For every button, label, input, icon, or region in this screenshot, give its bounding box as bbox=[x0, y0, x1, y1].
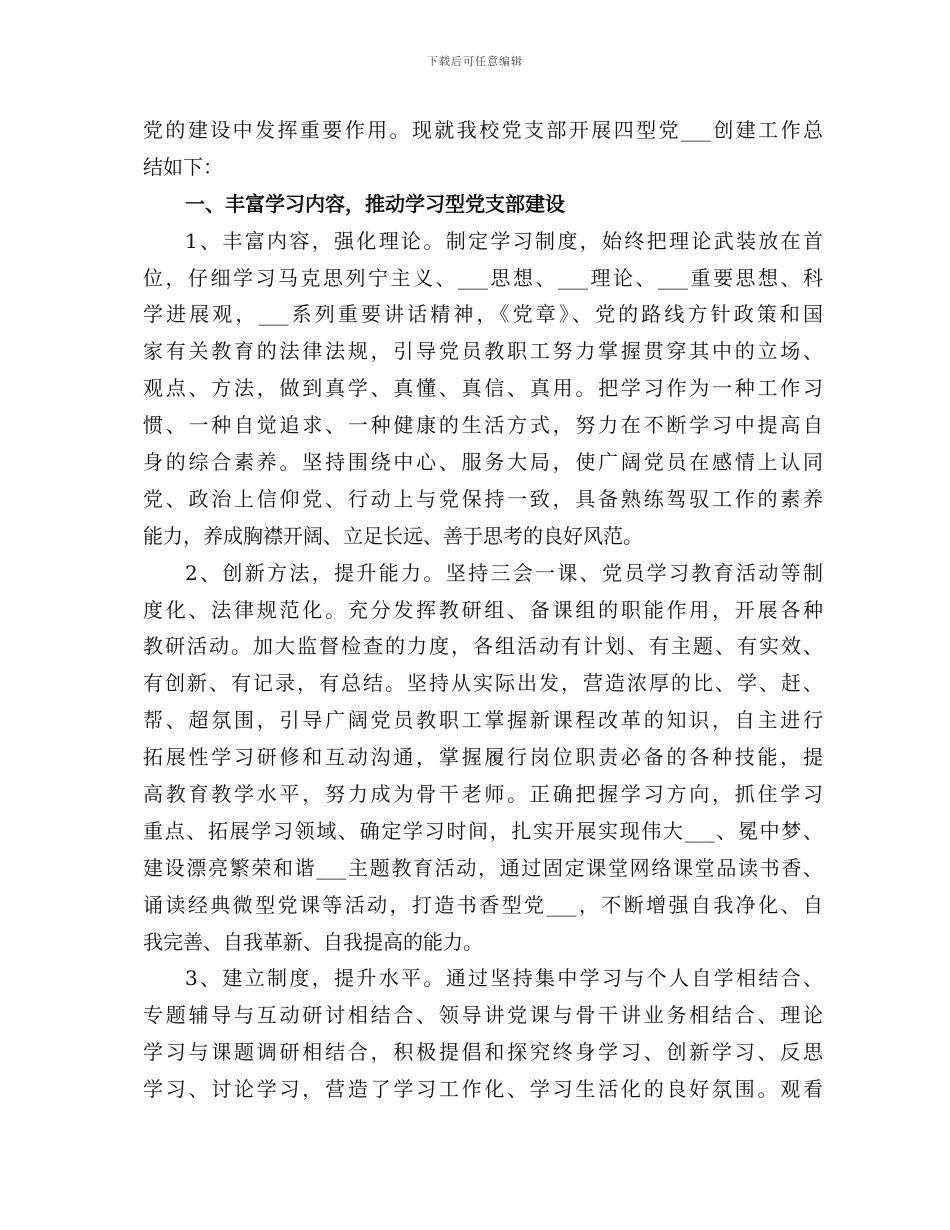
text-line: 身的综合素养。坚持围绕中心、服务大局，使广阔党员在感情上认同 bbox=[143, 450, 823, 475]
text-line: 观点、方法，做到真学、真懂、真信、真用。把学习作为一种工作习 bbox=[143, 376, 823, 401]
page-header: 下载后可任意编辑 bbox=[427, 55, 523, 68]
section-heading: 一、丰富学习内容，推动学习型党支部建设 bbox=[185, 191, 565, 216]
text-line: 有创新、有记录，有总结。坚持从实际出发，营造浓厚的比、学、赶、 bbox=[143, 671, 823, 696]
text-line: 我完善、自我革新、自我提高的能力。 bbox=[143, 929, 483, 954]
text-line: 家有关教育的法律法规，引导党员教职工努力掌握贯穿其中的立场、 bbox=[143, 339, 823, 364]
text-line: 学进展观，___系列重要讲话精神，《党章》、党的路线方针政策和国 bbox=[143, 302, 823, 327]
text-line: 位，仔细学习马克思列宁主义、___思想、___理论、___重要思想、科 bbox=[143, 265, 823, 290]
text-line: 结如下： bbox=[143, 154, 223, 179]
text-line: 重点、拓展学习领域、确定学习时间，扎实开展实现伟大___、冕中梦、 bbox=[143, 818, 823, 843]
text-line: 3、建立制度，提升水平。通过坚持集中学习与个人自学相结合、 bbox=[185, 966, 823, 991]
text-line: 1、丰富内容，强化理论。制定学习制度，始终把理论武装放在首 bbox=[185, 228, 823, 253]
text-line: 高教育教学水平，努力成为骨干老师。正确把握学习方向，抓住学习 bbox=[143, 782, 823, 807]
text-line: 诵读经典微型党课等活动，打造书香型党___，不断增强自我净化、自 bbox=[143, 892, 823, 917]
text-line: 学习与课题调研相结合，积极提倡和探究终身学习、创新学习、反思 bbox=[143, 1040, 823, 1065]
text-line: 党的建设中发挥重要作用。现就我校党支部开展四型党___创建工作总 bbox=[143, 118, 823, 142]
document-body bbox=[143, 112, 823, 1108]
text-line: 教研活动。加大监督检查的力度，各组活动有计划、有主题、有实效、 bbox=[143, 634, 823, 659]
text-line: 2、创新方法，提升能力。坚持三会一课、党员学习教育活动等制 bbox=[185, 560, 823, 585]
text-line: 建设漂亮繁荣和谐___主题教育活动，通过固定课堂网络课堂品读书香、 bbox=[143, 855, 823, 880]
text-line: 帮、超氛围，引导广阔党员教职工掌握新课程改革的知识，自主进行 bbox=[143, 708, 823, 733]
text-line: 拓展性学习研修和互动沟通，掌握履行岗位职责必备的各种技能，提 bbox=[143, 745, 823, 770]
text-line: 党、政治上信仰党、行动上与党保持一致，具备熟练驾驭工作的素养 bbox=[143, 486, 823, 511]
text-line: 惯、一种自觉追求、一种健康的生活方式，努力在不断学习中提高自 bbox=[143, 413, 823, 438]
text-line: 专题辅导与互动研讨相结合、领导讲党课与骨干讲业务相结合、理论 bbox=[143, 1003, 823, 1028]
text-line: 度化、法律规范化。充分发挥教研组、备课组的职能作用，开展各种 bbox=[143, 597, 823, 622]
text-line: 能力，养成胸襟开阔、立足长远、善于思考的良好风范。 bbox=[143, 523, 643, 548]
text-line: 学习、讨论学习，营造了学习工作化、学习生活化的良好氛围。观看 bbox=[143, 1077, 823, 1102]
